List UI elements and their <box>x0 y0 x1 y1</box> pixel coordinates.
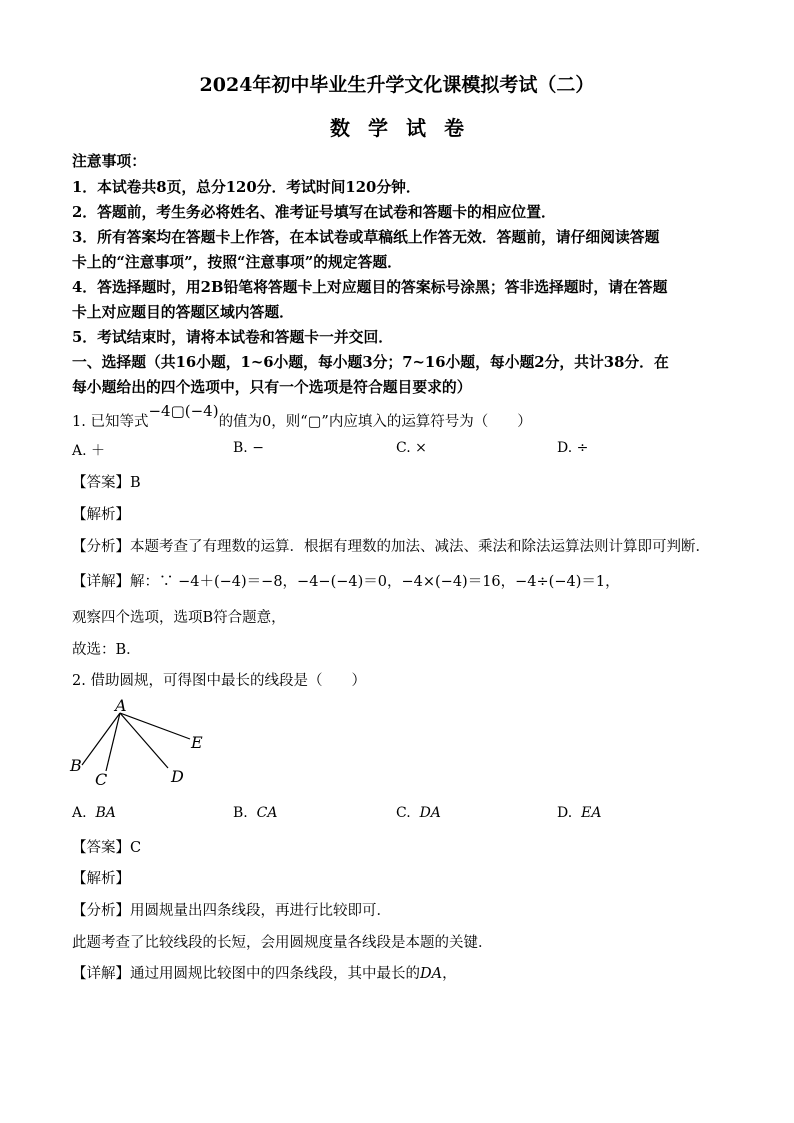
label-b: B <box>70 756 82 775</box>
note-item: 5．考试结束时，请将本试卷和答题卡一并交回． <box>72 329 394 346</box>
q2-answer-tag: 【答案】 <box>72 840 130 856</box>
q2-detail-text: 通过用圆规比较图中的四条线段，其中最长的 <box>130 966 420 982</box>
q1-detail-tag: 【详解】 <box>72 574 130 590</box>
note-item: 3．所有答案均在答题卡上作答，在本试卷或草稿纸上作答无效．答题前，请仔细阅读答题 <box>72 229 660 246</box>
note-item: 卡上的“注意事项”，按照“注意事项”的规定答题． <box>72 254 402 271</box>
q2-fenxi <box>72 899 391 920</box>
q1-option-c: C. × <box>396 440 427 456</box>
q1-option-d: D. ÷ <box>557 440 589 456</box>
q1-fenxi <box>72 535 710 556</box>
label-d: D <box>171 767 184 786</box>
q2-option-c: C. DA <box>396 805 441 821</box>
q2-fenxi-2: 此题考查了比较线段的长短，会用圆规度量各线段是本题的关键． <box>72 935 493 951</box>
q2-option-b: B. CA <box>233 805 278 821</box>
q1-fenxi-text: 本题考查了有理数的运算．根据有理数的加法、减法、乘法和除法运算法则计算即可判断． <box>130 539 710 555</box>
question-2-stem: 2. 借助圆规，可得图中最长的线段是（ ） <box>72 673 366 689</box>
note-item: 4．答选择题时，用2B铅笔将答题卡上对应题目的答案标号涂黑；答非选择题时，请在答题 <box>72 279 668 296</box>
exam-subtitle: 数学试卷 <box>330 116 482 140</box>
q1-fenxi-tag: 【分析】 <box>72 539 130 555</box>
note-item: 1．本试卷共8页，总分120分．考试时间120分钟． <box>72 179 421 196</box>
q1-answer-value: B <box>130 475 141 491</box>
q1-prefix: 1. 已知等式 <box>72 414 149 430</box>
q2-analysis-tag: 【解析】 <box>72 871 130 887</box>
q1-detail-text: 解：∵ −4＋(−4)＝−8，−4−(−4)＝0，−4×(−4)＝16，−4÷(−4)＝1， <box>130 574 620 590</box>
segment-ae <box>120 713 190 739</box>
q2-fenxi-text: 用圆规量出四条线段，再进行比较即可． <box>130 903 391 919</box>
notes-heading: 注意事项： <box>72 153 146 170</box>
q1-option-a: A. ＋ <box>72 443 106 459</box>
question-1-stem <box>72 402 532 431</box>
q1-suffix: 的值为0，则“▢”内应填入的运算符号为（ ） <box>218 414 532 430</box>
q2-figure <box>68 695 218 795</box>
q2-fenxi-tag: 【分析】 <box>72 903 130 919</box>
label-c: C <box>95 770 108 789</box>
q2-detail-var: DA <box>420 966 443 982</box>
q2-answer <box>72 836 141 857</box>
q1-detail <box>72 570 620 591</box>
exam-title: 2024年初中毕业生升学文化课模拟考试（二） <box>199 74 595 96</box>
q2-detail <box>72 962 457 983</box>
segment-ad <box>120 713 168 768</box>
q2-detail-tag: 【详解】 <box>72 966 130 982</box>
q2-option-d: D. EA <box>557 805 602 821</box>
q1-option-b: B. − <box>233 440 264 456</box>
label-a: A <box>115 696 127 715</box>
q1-detail-2: 观察四个选项，选项B符合题意， <box>72 610 286 626</box>
q2-detail-end: ， <box>442 966 457 982</box>
note-item: 卡上对应题目的答题区域内答题． <box>72 304 294 321</box>
label-e: E <box>191 733 203 752</box>
q1-analysis-tag: 【解析】 <box>72 507 130 523</box>
note-item: 2．答题前，考生务必将姓名、准考证号填写在试卷和答题卡的相应位置． <box>72 204 556 221</box>
q1-answer-tag: 【答案】 <box>72 475 130 491</box>
q2-option-a: A. BA <box>72 805 116 821</box>
section-heading-line2: 每小题给出的四个选项中，只有一个选项是符合题目要求的） <box>72 379 472 396</box>
q1-answer <box>72 471 141 492</box>
section-heading-line1: 一、选择题（共16小题，1~6小题，每小题3分；7~16小题，每小题2分，共计38分．在 <box>72 354 669 371</box>
q1-formula: −4▢(−4) <box>148 402 219 420</box>
q1-detail-3: 故选：B． <box>72 642 141 658</box>
q2-answer-value: C <box>130 840 142 856</box>
